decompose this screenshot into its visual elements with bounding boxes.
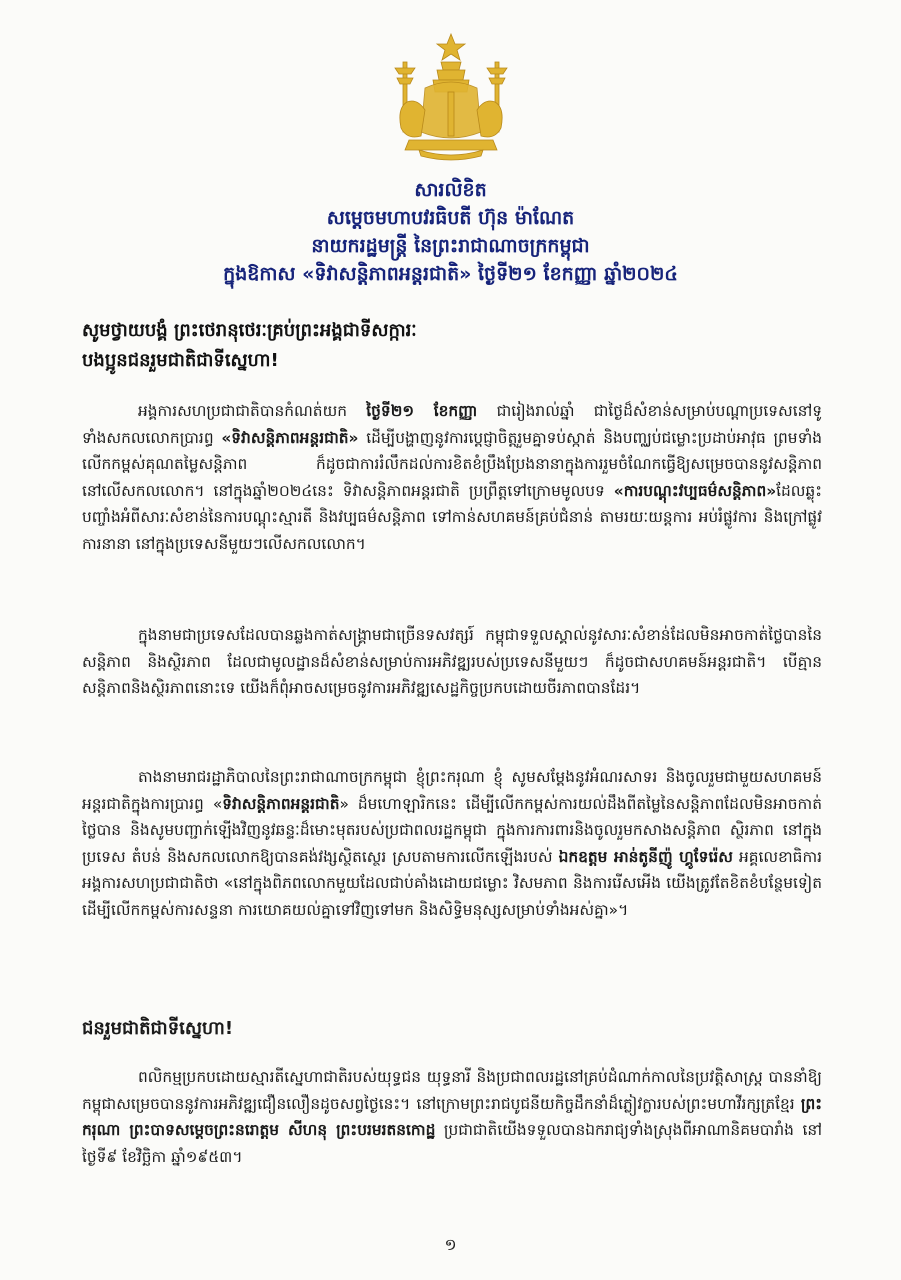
bold-event-name: ទិវាសន្តិភាពអន្តរជាតិ: [222, 794, 340, 813]
bold-event-name: «ទិវាសន្តិភាពអន្តរជាតិ»: [221, 428, 359, 447]
text-run: ជារៀងរាល់ឆ្នាំ ជាថ្ងៃដ៏សំខាន់សម្រាប់បណ្ដាប្រទេសនៅទូទាំងសកលលោកប្រារព្ធ: [82, 402, 823, 447]
salutation-line-2: បងប្អូនជនរួមជាតិជាទីស្នេហា!: [82, 350, 279, 371]
paragraph-2: [82, 622, 822, 702]
text-run: » ដ៏មហោឡារិកនេះ ដើម្បីលើកកម្ពស់ការយល់ដឹងពីតម្លៃនៃសន្តិភាពដែលមិនអាចកាត់ថ្លៃបាន និងសូមបញ្ជាក់ឡើងវិញនូវឆន្ទៈដ៏មោះមុតរបស់ប្រជាពលរដ្ឋកម្ពុជា ក្នុងការការពារនិងចូលរួមកសាងសន្តិភាព ស្ថិរភាព នៅក្នុងប្រទេស តំបន់ និងសកលលោកឱ្យបានគង់វង្សស្ថិតស្ថេរ ស្របតាមការលើកឡើងរបស់: [82, 794, 822, 866]
bold-theme: «ការបណ្តុះវប្បធម៌សន្តិភាព»: [613, 481, 777, 500]
text-run: ពលិកម្មប្រកបដោយស្មារតីស្នេហាជាតិរបស់យុទ្ធជន យុទ្ធនារី និងប្រជាពលរដ្ឋនៅគ្រប់ដំណាក់កាលនៃប្រវត្តិសាស្ត្រ បាននាំឱ្យកម្ពុជាសម្រេចបាននូវការអភិវឌ្ឍជឿនលឿនដូចសព្វថ្ងៃនេះ។ នៅក្រោមព្រះរាជបូជនីយកិច្ចដឹកនាំដ៏ភ្លៀវក្លារបស់ព្រះមហាវីរក្សត្រខ្មែរ: [82, 1068, 822, 1113]
text-run: ប្រជាជាតិយើងទទួលបានឯករាជ្យទាំងស្រុងពីអាណានិគមបារាំង នៅថ្ងៃទី៩ ខែវិច្ឆិកា ឆ្នាំ១៩៥៣។: [82, 1121, 822, 1166]
paragraph-3: [82, 764, 822, 923]
salutation-line-1: សូមថ្វាយបង្គំ ព្រះថេរានុថេរៈគ្រប់ព្រះអង្គជាទីសក្ការៈ: [82, 320, 417, 341]
page-number: ១: [444, 1235, 457, 1254]
salutation: [82, 316, 822, 376]
bold-royal-name: ព្រះករុណា ព្រះបាទសម្ដេចព្រះនរោត្តម សីហនុ ព្រះបរមរតនកោដ្ឋ: [82, 1094, 822, 1139]
paragraph-4: [82, 1064, 822, 1170]
text-run: អគ្គលេខាធិការអង្គការសហប្រជាជាតិថា «នៅក្នុងពិភពលោកមួយដែលជាប់គាំងដោយជម្លោះ វិសមភាព និងការរើសអើង យើងត្រូវតែខិតខំបន្ថែមទៀតដើម្បីលើកកម្ពស់ការសន្ទនា ការយោគយល់គ្នាទៅវិញទៅមក និងសិទ្ធិមនុស្សសម្រាប់ទាំងអស់គ្នា»។: [82, 847, 822, 919]
letter-title: សារលិខិត: [414, 179, 487, 201]
letter-title-block: [0, 176, 901, 288]
paragraph-1: [82, 398, 822, 557]
bold-person-name: ឯកឧត្តម អាន់តូនីញ៉ូ ហ្គូទែរ៉េស: [558, 847, 733, 866]
text-run: ដែលឆ្លុះបញ្ចាំងអំពីសារៈសំខាន់នៃការបណ្តុះស្មារតី និងវប្បធម៌សន្តិភាព ទៅកាន់សហគមន៍គ្រប់ជំនាន់ តាមរយៈយន្តការ អប់រំផ្លូវការ និងក្រៅផ្លូវការនានា នៅក្នុងប្រទេសនីមួយៗលើសកលលោក។: [82, 481, 822, 553]
text-run: ដើម្បីបង្ហាញនូវការប្ដេជ្ញាចិត្តរួមគ្នាទប់ស្កាត់ និងបញ្ឈប់ជម្លោះប្រដាប់អាវុធ ព្រមទាំងលើកកម្ពស់គុណតម្លៃសន្តិភាព ក៏ដូចជាការរំលឹកដល់ការខិតខំប្រឹងប្រែងនានាក្នុងការរួមចំណែកធ្វើឱ្យសម្រេចបាននូវសន្តិភាពនៅលើសកលលោក។ នៅក្នុងឆ្នាំ២០២៤នេះ ទិវាសន្តិភាពអន្តរជាតិ ប្រព្រឹត្តទៅក្រោមមូលបទ: [82, 428, 823, 500]
royal-coat-of-arms-emblem: [385, 32, 517, 164]
occasion-line: ក្នុងឱកាស «ទិវាសន្តិភាពអន្តរជាតិ» ថ្ងៃទី២១ ខែកញ្ញា ឆ្នាំ២០២៤: [223, 263, 678, 285]
author-position: នាយករដ្ឋមន្ត្រី នៃព្រះរាជាណាចក្រកម្ពុជា: [311, 235, 590, 257]
bold-date: ថ្ងៃទី២១ ខែកញ្ញា: [366, 402, 478, 420]
author-name: សម្ដេចមហាបវរធិបតី ហ៊ុន ម៉ាណែត: [326, 207, 575, 229]
text-run: តាងនាមរាជរដ្ឋាភិបាលនៃព្រះរាជាណាចក្រកម្ពុជា ខ្ញុំព្រះករុណា ខ្ញុំ សូមសម្ដែងនូវអំណរសាទរ និងចូលរួមជាមួយសហគមន៍អន្តរជាតិក្នុងការប្រារព្ធ «: [82, 768, 822, 813]
section-salutation: ជនរួមជាតិជាទីស្នេហា!: [82, 1018, 234, 1039]
text-run: អង្គការសហប្រជាជាតិបានកំណត់យក: [138, 402, 367, 420]
paragraph-2-text: ក្នុងនាមជាប្រទេសដែលបានឆ្លងកាត់សង្គ្រាមជាច្រើនទសវត្សរ៍ កម្ពុជាទទួលស្គាល់នូវសារៈសំខាន់ដែលមិនអាចកាត់ថ្លៃបាននៃសន្តិភាព និងស្ថិរភាព ដែលជាមូលដ្ឋានដ៏សំខាន់សម្រាប់ការអភិវឌ្ឍរបស់ប្រទេសនីមួយៗ ក៏ដូចជាសហគមន៍អន្តរជាតិ។ បើគ្មានសន្តិភាពនិងស្ថិរភាពនោះទេ យើងក៏ពុំអាចសម្រេចនូវការអភិវឌ្ឍសេដ្ឋកិច្ចប្រកបដោយចីរភាពបានដែរ។: [82, 626, 822, 697]
